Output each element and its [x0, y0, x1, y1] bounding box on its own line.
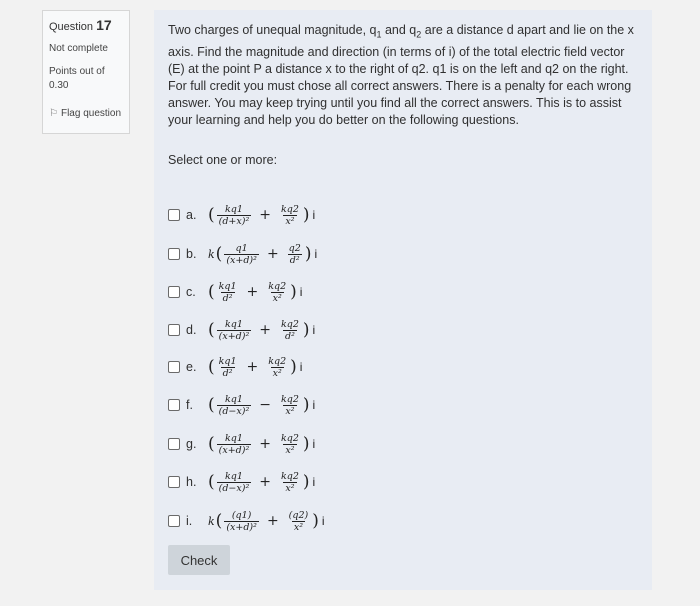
- fraction-1: $\frac{(q1)}{\text{(x+d)²}}$: [226, 509, 257, 533]
- open-paren: (: [208, 282, 215, 302]
- unit-vector-i: i: [312, 437, 316, 451]
- question-points: Points out of 0.30: [49, 66, 105, 91]
- option-formula: [208, 281, 302, 304]
- option-letter: b.: [186, 247, 197, 261]
- unit-vector-i: i: [299, 285, 303, 299]
- operator: +: [246, 359, 259, 375]
- open-paren: (: [208, 320, 215, 340]
- open-paren: (: [208, 395, 215, 415]
- fraction-1: $\frac{kq1}{\text{d²}}$: [218, 355, 237, 379]
- constant-k: k: [208, 514, 215, 528]
- fraction-2: $\frac{kq2}{\text{x²}}$: [281, 393, 299, 417]
- option-letter: h.: [186, 475, 197, 489]
- option-checkbox[interactable]: [168, 324, 180, 336]
- fraction-2: $\frac{(q2)}{\text{x²}}$: [288, 509, 309, 533]
- operator: +: [259, 207, 271, 223]
- fraction-2: $\frac{kq2}{\text{x²}}$: [281, 203, 299, 227]
- option-formula: [208, 204, 315, 227]
- fraction-1: $\frac{kq1}{\text{(d+x)²}}$: [218, 203, 250, 227]
- check-button[interactable]: Check: [168, 545, 230, 575]
- option-formula: [208, 394, 315, 417]
- option-letter: g.: [186, 437, 197, 451]
- answer-option-b[interactable]: [168, 237, 317, 271]
- unit-vector-i: i: [321, 514, 325, 528]
- option-formula: [208, 243, 317, 266]
- question-text: [168, 22, 638, 129]
- operator: +: [259, 474, 271, 490]
- answer-option-g[interactable]: [168, 427, 315, 461]
- option-checkbox[interactable]: [168, 476, 180, 488]
- open-paren: (: [215, 511, 223, 531]
- operator: +: [266, 246, 279, 262]
- open-paren: (: [208, 357, 215, 377]
- close-paren: ): [290, 282, 297, 302]
- close-paren: ): [302, 434, 310, 454]
- question-status: Not complete: [49, 43, 108, 54]
- option-formula: [208, 319, 315, 342]
- close-paren: ): [304, 244, 312, 264]
- flag-question-link[interactable]: ⚐ Flag question: [49, 108, 122, 119]
- close-paren: ): [302, 320, 310, 340]
- option-checkbox[interactable]: [168, 248, 180, 260]
- option-formula: [208, 433, 315, 456]
- option-letter: e.: [186, 360, 197, 374]
- close-paren: ): [302, 472, 310, 492]
- answer-option-i[interactable]: [168, 504, 325, 538]
- fraction-2: $\frac{kq2}{\text{x²}}$: [268, 355, 287, 379]
- fraction-2: $\frac{kq2}{\text{d²}}$: [281, 318, 299, 342]
- fraction-1: $\frac{q1}{\text{(x+d)²}}$: [226, 242, 257, 266]
- fraction-1: $\frac{kq1}{\text{d²}}$: [218, 280, 237, 304]
- unit-vector-i: i: [299, 360, 303, 374]
- option-letter: i.: [186, 514, 193, 528]
- unit-vector-i: i: [312, 475, 316, 489]
- unit-vector-i: i: [312, 208, 316, 222]
- question-paragraph-2: For full credit you must chose all correct answers. There is a penalty for each wrong answer. You may keep trying until you find all the correct answers. This is to assist your learning and help you do better on the following questions.: [168, 78, 632, 127]
- answer-option-f[interactable]: [168, 388, 315, 422]
- unit-vector-i: i: [312, 323, 316, 337]
- option-checkbox[interactable]: [168, 438, 180, 450]
- open-paren: (: [208, 434, 215, 454]
- option-checkbox[interactable]: [168, 286, 180, 298]
- option-checkbox[interactable]: [168, 209, 180, 221]
- operator: +: [266, 513, 279, 529]
- option-formula: [208, 471, 315, 494]
- fraction-1: $\frac{kq1}{\text{(x+d)²}}$: [218, 318, 250, 342]
- operator: +: [246, 284, 259, 300]
- fraction-1: $\frac{kq1}{\text{(x+d)²}}$: [218, 432, 250, 456]
- fraction-2: $\frac{kq2}{\text{x²}}$: [268, 280, 287, 304]
- question-number: Question 17: [49, 17, 112, 33]
- close-paren: ): [302, 205, 310, 225]
- unit-vector-i: i: [312, 398, 316, 412]
- fraction-1: $\frac{kq1}{\text{(d−x)²}}$: [218, 393, 250, 417]
- option-letter: c.: [186, 285, 196, 299]
- operator: +: [259, 322, 271, 338]
- answer-option-a[interactable]: [168, 198, 315, 232]
- option-checkbox[interactable]: [168, 399, 180, 411]
- unit-vector-i: i: [314, 247, 318, 261]
- fraction-2: $\frac{kq2}{\text{x²}}$: [281, 470, 299, 494]
- option-formula: [208, 510, 325, 533]
- question-content: [154, 10, 652, 590]
- open-paren: (: [208, 205, 215, 225]
- operator: −: [259, 397, 271, 413]
- close-paren: ): [302, 395, 310, 415]
- select-prompt: Select one or more:: [168, 152, 278, 167]
- option-checkbox[interactable]: [168, 361, 180, 373]
- flag-icon: ⚐: [49, 108, 58, 119]
- close-paren: ): [312, 511, 319, 531]
- answer-option-c[interactable]: [168, 275, 302, 309]
- fraction-2: $\frac{kq2}{\text{x²}}$: [281, 432, 299, 456]
- close-paren: ): [290, 357, 297, 377]
- option-formula: [208, 356, 302, 379]
- fraction-2: $\frac{q2}{\text{d²}}$: [288, 242, 301, 266]
- question-info-panel: [42, 10, 130, 134]
- answer-option-e[interactable]: [168, 350, 302, 384]
- open-paren: (: [208, 472, 215, 492]
- constant-k: k: [208, 247, 215, 261]
- option-letter: a.: [186, 208, 197, 222]
- fraction-1: $\frac{kq1}{\text{(d−x)²}}$: [218, 470, 250, 494]
- answer-option-h[interactable]: [168, 465, 315, 499]
- option-letter: d.: [186, 323, 197, 337]
- open-paren: (: [215, 244, 223, 264]
- answer-option-d[interactable]: [168, 313, 315, 347]
- question-paragraph-1: Two charges of unequal magnitude, $q_1$ and $q_2$ are a distance d apart and lie on the x axis. Find the magnitude and direction (in terms of i) of the total electric field vector (E) at the point P a distance x to the right of q2. q1 is on the left and q2 on the right.: [168, 23, 634, 76]
- operator: +: [259, 436, 271, 452]
- option-letter: f.: [186, 398, 193, 412]
- option-checkbox[interactable]: [168, 515, 180, 527]
